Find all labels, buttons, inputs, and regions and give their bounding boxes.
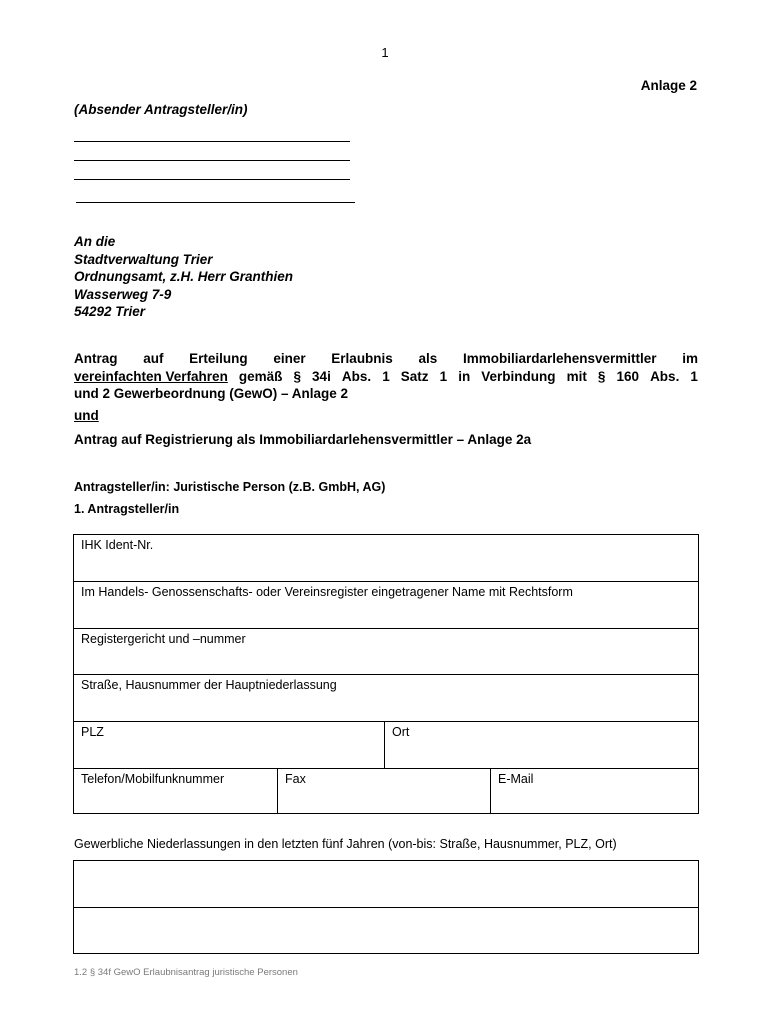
sender-line-3[interactable] <box>74 179 350 180</box>
fax-label: Fax <box>285 772 306 786</box>
recipient-line: Ordnungsamt, z.H. Herr Granthien <box>74 269 294 284</box>
applicant-type: Antragsteller/in: Juristische Person (z.B. GmbH, AG) <box>74 480 386 494</box>
ihk-ident-label: IHK Ident-Nr. <box>81 538 154 552</box>
sender-heading: (Absender Antragsteller/in) <box>74 102 248 117</box>
registration-title: Antrag auf Registrierung als Immobiliardarlehensvermittler – Anlage 2a <box>74 432 532 447</box>
conjunction-und: und <box>74 408 99 423</box>
applicant-form-table <box>73 534 699 814</box>
page-number: 1 <box>381 45 389 60</box>
register-court-field[interactable] <box>74 629 698 674</box>
branches-label: Gewerbliche Niederlassungen in den letzten fünf Jahren (von-bis: Straße, Hausnummer, PLZ, Ort) <box>74 837 617 851</box>
branch-entry-1[interactable] <box>74 861 698 907</box>
branches-table <box>73 860 699 954</box>
fax-field[interactable] <box>278 769 490 813</box>
registered-name-field[interactable] <box>74 582 698 628</box>
recipient-line: 54292 Trier <box>74 304 146 319</box>
sender-line-1[interactable] <box>74 141 350 142</box>
branch-entry-2[interactable] <box>74 908 698 953</box>
ort-label: Ort <box>392 725 410 739</box>
email-field[interactable] <box>491 769 698 813</box>
title-line-1: Antrag auf Erteilung einer Erlaubnis als Immobiliardarlehensvermittler im <box>74 351 698 366</box>
phone-label: Telefon/Mobilfunknummer <box>81 772 225 786</box>
head-office-street-label: Straße, Hausnummer der Hauptniederlassung <box>81 678 337 692</box>
sender-line-4[interactable] <box>76 202 355 203</box>
recipient-address <box>74 233 293 321</box>
application-title <box>74 350 698 403</box>
register-court-label: Registergericht und –nummer <box>81 632 246 646</box>
section-1-title: 1. Antragsteller/in <box>74 502 180 516</box>
recipient-line: An die <box>74 234 116 249</box>
email-label: E-Mail <box>498 772 534 786</box>
sender-line-2[interactable] <box>74 160 350 161</box>
ort-field[interactable] <box>385 722 698 768</box>
page-footer: 1.2 § 34f GewO Erlaubnisantrag juristische Personen <box>74 967 298 978</box>
recipient-line: Wasserweg 7-9 <box>74 286 172 302</box>
title-line-2: vereinfachten Verfahren gemäß § 34i Abs. 1 Satz 1 in Verbindung mit § 160 Abs. 1 <box>74 368 698 384</box>
head-office-street-field[interactable] <box>74 675 698 721</box>
ihk-ident-field[interactable] <box>74 535 698 581</box>
anlage-label: Anlage 2 <box>640 78 697 93</box>
title-line-3: und 2 Gewerbeordnung (GewO) – Anlage 2 <box>74 386 349 401</box>
plz-label: PLZ <box>81 725 104 739</box>
plz-field[interactable] <box>74 722 384 768</box>
phone-field[interactable] <box>74 769 277 813</box>
recipient-line: Stadtverwaltung Trier <box>74 251 213 267</box>
underlined-procedure: vereinfachten Verfahren <box>74 368 228 384</box>
registered-name-label: Im Handels- Genossenschafts- oder Vereinsregister eingetragener Name mit Rechtsform <box>81 585 573 599</box>
